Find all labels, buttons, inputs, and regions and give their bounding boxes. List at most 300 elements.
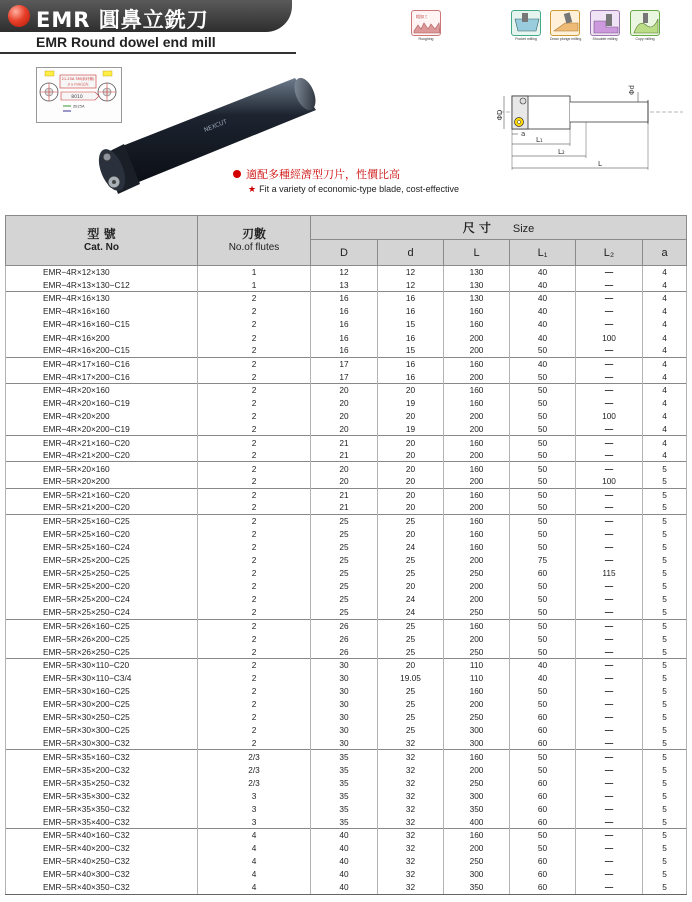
cell-value: — (576, 554, 643, 567)
cell-value: 50 (510, 527, 576, 540)
cell-value: 12 (378, 266, 444, 279)
cell-value: 400 (444, 815, 510, 828)
cell-value: 40 (311, 829, 378, 842)
cell-value: — (576, 881, 643, 894)
cell-value: 50 (510, 501, 576, 514)
cell-value: 17 (311, 357, 378, 370)
cell-value: 50 (510, 763, 576, 776)
table-row (6, 436, 687, 449)
cell-value: 32 (378, 763, 444, 776)
cell-value: 200 (444, 632, 510, 645)
dim-d: Φd (628, 85, 636, 95)
cell-value: 50 (510, 410, 576, 423)
cell-value: 40 (510, 279, 576, 292)
cell-value: 200 (444, 501, 510, 514)
cell-value: 110 (444, 671, 510, 684)
cell-value: 2 (198, 331, 311, 344)
cell-model: EMR−5R×25×160−C25 (6, 514, 198, 527)
cell-value: 2 (198, 370, 311, 383)
cell-model: EMR−5R×30×110−C20 (6, 658, 198, 671)
col-header-3: L₁ (510, 240, 576, 266)
cell-value: — (576, 802, 643, 815)
cell-value: 32 (378, 802, 444, 815)
cell-value: 2 (198, 645, 311, 658)
cell-value: 130 (444, 292, 510, 305)
cell-value: 2 (198, 357, 311, 370)
cell-value: 50 (510, 606, 576, 619)
cell-value: 25 (378, 632, 444, 645)
cell-value: 25 (378, 645, 444, 658)
cell-value: 5 (643, 488, 687, 501)
cell-model: EMR−4R×12×130 (6, 266, 198, 279)
cell-model: EMR−5R×40×250−C32 (6, 855, 198, 868)
cell-value: 160 (444, 318, 510, 331)
cell-model: EMR−5R×21×200−C20 (6, 501, 198, 514)
cell-value: — (576, 501, 643, 514)
cell-model: EMR−4R×16×200−C15 (6, 344, 198, 357)
cell-value: 200 (444, 842, 510, 855)
cell-value: 20 (378, 383, 444, 396)
cell-value: 75 (510, 554, 576, 567)
cell-value: 4 (643, 344, 687, 357)
cell-value: 20 (378, 501, 444, 514)
cell-value: 50 (510, 842, 576, 855)
thumb-line1: 21.25A 5M(新材種) (61, 77, 95, 81)
table-row (6, 331, 687, 344)
cell-value: — (576, 711, 643, 724)
cell-value: 20 (378, 449, 444, 462)
cell-value: — (576, 671, 643, 684)
cell-value: 200 (444, 410, 510, 423)
cell-value: 16 (311, 344, 378, 357)
title-divider (0, 52, 296, 54)
cell-value: — (576, 423, 643, 436)
cell-value: 2 (198, 737, 311, 750)
cell-value: 5 (643, 554, 687, 567)
cell-value: 5 (643, 685, 687, 698)
table-row (6, 789, 687, 802)
cell-value: 2 (198, 540, 311, 553)
shoulder-milling-icon (591, 11, 620, 36)
machining-label: Copy milling (635, 37, 655, 41)
cell-value: 200 (444, 593, 510, 606)
cell-value: 20 (378, 436, 444, 449)
cell-value: 160 (444, 514, 510, 527)
cell-value: 17 (311, 370, 378, 383)
cell-value: 4 (643, 292, 687, 305)
table-row (6, 396, 687, 409)
cell-value: 160 (444, 357, 510, 370)
cell-value: 50 (510, 344, 576, 357)
cell-model: EMR−5R×25×160−C20 (6, 527, 198, 540)
table-row (6, 698, 687, 711)
cell-value: 35 (311, 815, 378, 828)
cell-value: 5 (643, 527, 687, 540)
cell-model: EMR−4R×13×130−C12 (6, 279, 198, 292)
cell-value: — (576, 462, 643, 475)
cell-value: 40 (311, 868, 378, 881)
cell-value: 25 (311, 606, 378, 619)
cell-value: 25 (311, 593, 378, 606)
cell-model: EMR−5R×21×160−C20 (6, 488, 198, 501)
cell-value: 24 (378, 606, 444, 619)
dim-L2: L₂ (558, 148, 565, 156)
cell-value: 40 (510, 671, 576, 684)
cell-value: 160 (444, 619, 510, 632)
col-header-size: 尺 寸 Size (311, 216, 687, 240)
cell-value: 50 (510, 632, 576, 645)
cell-value: 25 (378, 685, 444, 698)
cell-value: 2 (198, 436, 311, 449)
cell-value: 60 (510, 789, 576, 802)
cell-value: — (576, 619, 643, 632)
cell-value: 1 (198, 266, 311, 279)
cell-value: 20 (311, 462, 378, 475)
cell-value: 115 (576, 567, 643, 580)
cell-value: — (576, 449, 643, 462)
cell-model: EMR−5R×25×250−C25 (6, 567, 198, 580)
cell-value: 25 (378, 514, 444, 527)
cell-value: 4 (643, 357, 687, 370)
dim-a: a (521, 130, 526, 138)
table-row (6, 815, 687, 828)
table-row (6, 842, 687, 855)
cell-value: 5 (643, 606, 687, 619)
cell-value: 50 (510, 475, 576, 488)
cell-model: EMR−5R×35×400−C32 (6, 815, 198, 828)
cell-value: — (576, 737, 643, 750)
cell-value: — (576, 593, 643, 606)
plunge-milling-icon (551, 11, 580, 36)
cell-value: 2 (198, 619, 311, 632)
cell-model: EMR−5R×35×160−C32 (6, 750, 198, 763)
cell-value: 5 (643, 501, 687, 514)
cell-value: 5 (643, 855, 687, 868)
cell-value: 4 (643, 305, 687, 318)
cell-model: EMR−5R×40×160−C32 (6, 829, 198, 842)
cell-model: EMR−5R×30×250−C25 (6, 711, 198, 724)
cell-model: EMR−5R×25×160−C24 (6, 540, 198, 553)
cell-value: 100 (576, 331, 643, 344)
cell-value: 2 (198, 658, 311, 671)
cell-value: 25 (311, 527, 378, 540)
cell-value: 4 (643, 318, 687, 331)
dim-D: ΦD (496, 109, 504, 121)
table-row (6, 292, 687, 305)
cell-value: 4 (198, 881, 311, 894)
cell-value: 5 (643, 724, 687, 737)
table-row (6, 724, 687, 737)
table-row (6, 554, 687, 567)
cell-value: 50 (510, 488, 576, 501)
table-row (6, 540, 687, 553)
cell-value: 20 (311, 396, 378, 409)
cell-value: 25 (378, 698, 444, 711)
cell-value: 250 (444, 606, 510, 619)
cell-value: 160 (444, 305, 510, 318)
table-row (6, 711, 687, 724)
cell-value: 20 (378, 580, 444, 593)
cell-value: 5 (643, 475, 687, 488)
table-row (6, 737, 687, 750)
cell-value: — (576, 279, 643, 292)
col-header-4: L₂ (576, 240, 643, 266)
cell-model: EMR−4R×16×160 (6, 305, 198, 318)
cell-value: 2 (198, 344, 311, 357)
cell-value: 32 (378, 842, 444, 855)
title-banner (0, 0, 292, 32)
cell-value: 5 (643, 698, 687, 711)
cell-value: 5 (643, 750, 687, 763)
cell-model: EMR−5R×40×350−C32 (6, 881, 198, 894)
cell-value: 16 (311, 305, 378, 318)
cell-value: 16 (378, 357, 444, 370)
cell-value: 12 (311, 266, 378, 279)
cell-value: 160 (444, 829, 510, 842)
cell-value: 25 (378, 554, 444, 567)
cell-value: 35 (311, 776, 378, 789)
cell-value: 30 (311, 658, 378, 671)
cell-value: 20 (311, 475, 378, 488)
cell-value: 160 (444, 462, 510, 475)
cell-value: — (576, 344, 643, 357)
cell-value: 16 (311, 292, 378, 305)
thumb-tool: 8010 (71, 95, 83, 100)
thumb-badge: ZE25A (73, 104, 85, 109)
star-icon: ★ (248, 184, 257, 194)
cell-value: 160 (444, 527, 510, 540)
table-row (6, 763, 687, 776)
cell-value: 26 (311, 619, 378, 632)
table-row (6, 619, 687, 632)
cell-value: 20 (311, 423, 378, 436)
cell-value: 250 (444, 776, 510, 789)
cell-value: — (576, 540, 643, 553)
cell-value: 200 (444, 580, 510, 593)
cell-value: — (576, 829, 643, 842)
cell-value: 4 (643, 370, 687, 383)
cell-value: 24 (378, 540, 444, 553)
col-header-5: a (643, 240, 687, 266)
cell-value: 26 (311, 645, 378, 658)
cell-value: 2 (198, 685, 311, 698)
cell-value: 5 (643, 737, 687, 750)
machining-pocket (511, 10, 541, 41)
cell-value: — (576, 763, 643, 776)
cell-value: 50 (510, 514, 576, 527)
cell-value: 4 (643, 383, 687, 396)
machining-roughing (411, 10, 441, 41)
cell-value: 250 (444, 855, 510, 868)
table-row (6, 671, 687, 684)
cell-value: 50 (510, 449, 576, 462)
cell-value: 15 (378, 344, 444, 357)
cell-value: — (576, 632, 643, 645)
cell-value: — (576, 370, 643, 383)
cell-value: 60 (510, 567, 576, 580)
cell-value: 300 (444, 868, 510, 881)
cell-value: 50 (510, 619, 576, 632)
cell-model: EMR−5R×40×200−C32 (6, 842, 198, 855)
table-row (6, 802, 687, 815)
cell-model: EMR−5R×26×200−C25 (6, 632, 198, 645)
cell-value: 300 (444, 724, 510, 737)
cell-value: 5 (643, 802, 687, 815)
red-dot-icon (233, 170, 241, 178)
cell-value: 4 (643, 396, 687, 409)
cell-value: 40 (311, 881, 378, 894)
cell-value: 12 (378, 279, 444, 292)
cell-value: 200 (444, 698, 510, 711)
cell-value: 50 (510, 698, 576, 711)
cell-model: EMR−4R×17×200−C16 (6, 370, 198, 383)
cell-value: — (576, 436, 643, 449)
cell-value: 32 (378, 868, 444, 881)
table-row (6, 868, 687, 881)
cell-value: 40 (510, 305, 576, 318)
table-row (6, 527, 687, 540)
cell-value: 5 (643, 632, 687, 645)
table-row (6, 449, 687, 462)
table-row (6, 881, 687, 894)
cell-value: 160 (444, 396, 510, 409)
cell-value: 50 (510, 580, 576, 593)
cell-value: 24 (378, 593, 444, 606)
cell-value: 2 (198, 554, 311, 567)
cell-value: 20 (378, 527, 444, 540)
cell-model: EMR−4R×20×200 (6, 410, 198, 423)
cell-value: 4 (198, 868, 311, 881)
cell-value: 21 (311, 436, 378, 449)
table-row (6, 383, 687, 396)
cell-model: EMR−4R×16×160−C15 (6, 318, 198, 331)
cell-value: 5 (643, 881, 687, 894)
cell-value: 32 (378, 750, 444, 763)
cell-model: EMR−5R×20×200 (6, 475, 198, 488)
cell-value: 5 (643, 658, 687, 671)
cell-value: — (576, 357, 643, 370)
copy-milling-icon (631, 11, 660, 36)
machining-tag: 粗加工 (416, 14, 428, 19)
cell-value: 2 (198, 396, 311, 409)
cell-value: 2 (198, 593, 311, 606)
table-row (6, 514, 687, 527)
cell-value: 2 (198, 383, 311, 396)
cell-model: EMR−5R×40×300−C32 (6, 868, 198, 881)
cell-value: 25 (378, 711, 444, 724)
cell-value: 50 (510, 462, 576, 475)
cell-value: 4 (643, 266, 687, 279)
machining-label: Shoulder milling (592, 37, 618, 41)
cell-value: 20 (378, 488, 444, 501)
cell-value: 32 (378, 737, 444, 750)
cell-value: 40 (510, 318, 576, 331)
cell-value: 5 (643, 815, 687, 828)
cell-value: — (576, 266, 643, 279)
cell-value: 60 (510, 724, 576, 737)
cell-value: 50 (510, 383, 576, 396)
cell-value: 200 (444, 554, 510, 567)
cell-value: 2 (198, 475, 311, 488)
cell-model: EMR−5R×35×350−C32 (6, 802, 198, 815)
cell-value: 25 (311, 580, 378, 593)
cell-value: 100 (576, 410, 643, 423)
cell-value: — (576, 855, 643, 868)
cell-value: 200 (444, 475, 510, 488)
cell-value: 2 (198, 292, 311, 305)
cell-value: 50 (510, 436, 576, 449)
cell-value: 160 (444, 540, 510, 553)
cell-value: 2 (198, 501, 311, 514)
table-row (6, 606, 687, 619)
col-header-flutes: 刃數 No.of flutes (198, 216, 311, 266)
table-row (6, 344, 687, 357)
cell-value: 25 (311, 554, 378, 567)
cell-value: 25 (378, 724, 444, 737)
cell-model: EMR−5R×30×200−C25 (6, 698, 198, 711)
cell-value: 20 (378, 462, 444, 475)
cell-value: — (576, 815, 643, 828)
table-row (6, 488, 687, 501)
table-row (6, 305, 687, 318)
cell-value: 50 (510, 829, 576, 842)
cell-value: 3 (198, 789, 311, 802)
cell-value: 40 (311, 842, 378, 855)
cell-value: 2 (198, 724, 311, 737)
feature-note-en: ★ Fit a variety of economic-type blade, cost-effective (248, 184, 460, 194)
cell-value: 40 (510, 357, 576, 370)
cell-value: 40 (510, 292, 576, 305)
spec-table (5, 215, 687, 895)
cell-value: 50 (510, 685, 576, 698)
cell-value: 250 (444, 567, 510, 580)
cell-value: — (576, 383, 643, 396)
col-header-2: L (444, 240, 510, 266)
cell-value: 20 (311, 383, 378, 396)
cell-model: EMR−5R×20×160 (6, 462, 198, 475)
cell-value: 2 (198, 449, 311, 462)
cell-value: — (576, 527, 643, 540)
cell-value: 2/3 (198, 750, 311, 763)
cell-value: — (576, 776, 643, 789)
cell-value: 160 (444, 488, 510, 501)
cell-value: 30 (311, 671, 378, 684)
cell-value: 110 (444, 658, 510, 671)
cell-model: EMR−5R×26×250−C25 (6, 645, 198, 658)
cell-value: 60 (510, 855, 576, 868)
cell-value: 60 (510, 815, 576, 828)
cell-value: 160 (444, 436, 510, 449)
cell-value: 16 (311, 318, 378, 331)
cell-value: 200 (444, 423, 510, 436)
cell-value: 2/3 (198, 776, 311, 789)
cell-value: — (576, 318, 643, 331)
cell-value: 20 (378, 658, 444, 671)
table-row (6, 580, 687, 593)
cell-value: 30 (311, 711, 378, 724)
table-row (6, 475, 687, 488)
cell-value: 40 (510, 266, 576, 279)
cell-value: 60 (510, 711, 576, 724)
cell-value: 2 (198, 514, 311, 527)
cell-value: 4 (643, 331, 687, 344)
cell-value: — (576, 685, 643, 698)
cell-value: 5 (643, 789, 687, 802)
cell-value: 1 (198, 279, 311, 292)
cell-value: 60 (510, 802, 576, 815)
cell-value: 50 (510, 645, 576, 658)
cell-value: — (576, 658, 643, 671)
